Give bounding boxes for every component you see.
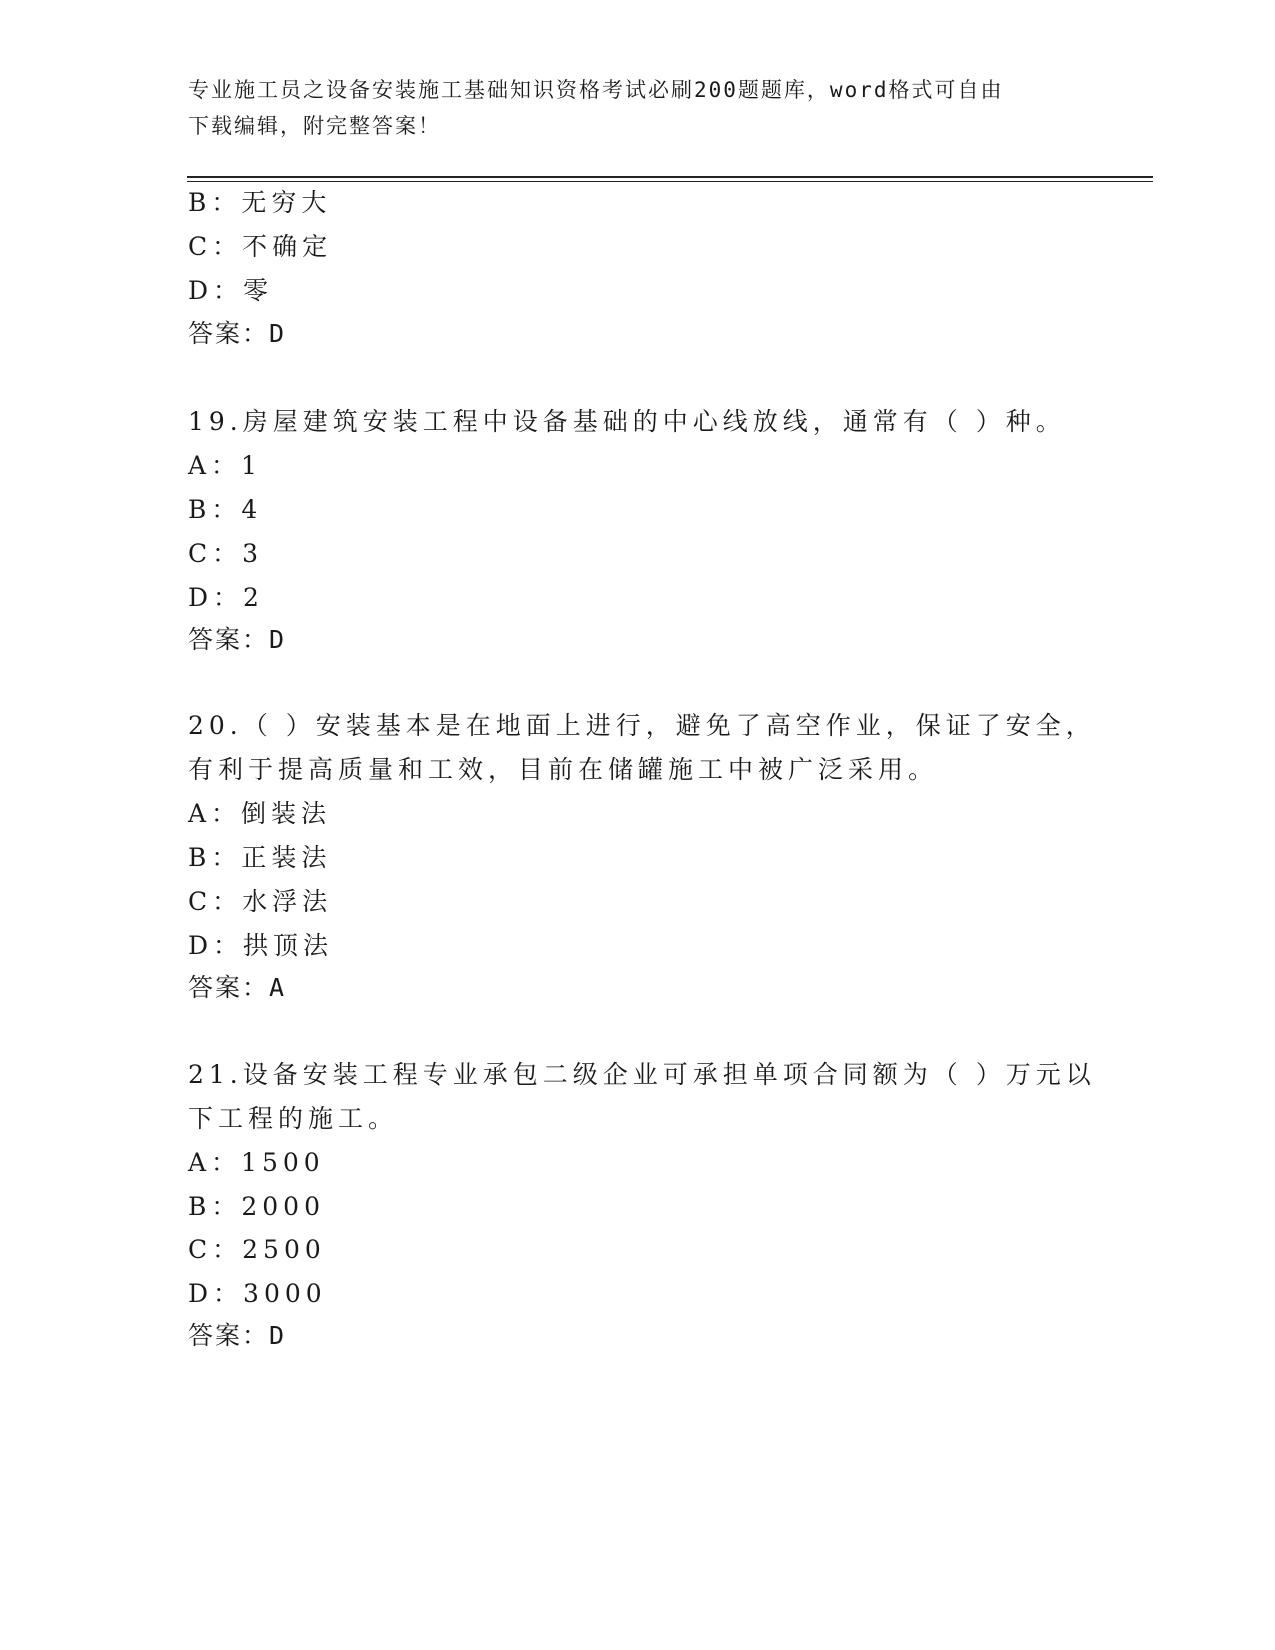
q21-option-b: B：2000: [188, 1192, 325, 1221]
header-title-line-2: 下载编辑，附完整答案！: [188, 114, 441, 138]
q20-stem-line-1: 20.（ ）安装基本是在地面上进行，避免了高空作业，保证了安全，: [188, 711, 1096, 740]
q21-stem-line-1: 21.设备安装工程专业承包二级企业可承担单项合同额为（ ）万元以: [188, 1060, 1096, 1089]
q21-option-a: A：1500: [188, 1148, 325, 1177]
q18-option-b: B：无穷大: [188, 188, 332, 217]
q20-answer: 答案：A: [188, 973, 287, 1002]
q20-option-a: A：倒装法: [188, 799, 332, 828]
q21-answer: 答案：D: [188, 1321, 287, 1350]
q19-option-b: B：4: [188, 495, 263, 524]
q21-option-c: C：2500: [188, 1235, 326, 1264]
q19-answer: 答案：D: [188, 625, 287, 654]
q21-option-d: D：3000: [188, 1279, 327, 1308]
q20-option-b: B：正装法: [188, 843, 332, 872]
document-header: [188, 72, 1088, 144]
q19-stem: 19.房屋建筑安装工程中设备基础的中心线放线，通常有（ ）种。: [188, 407, 1066, 436]
q19-option-d: D：2: [188, 583, 264, 612]
q20-option-c: C：水浮法: [188, 887, 333, 916]
q19-option-a: A：1: [188, 451, 262, 480]
q18-answer: 答案：D: [188, 319, 287, 348]
q19-option-c: C：3: [188, 539, 264, 568]
q21-stem-line-2: 下工程的施工。: [188, 1104, 399, 1133]
q20-stem-line-2: 有利于提高质量和工效，目前在储罐施工中被广泛采用。: [188, 755, 939, 784]
q18-option-d: D：零: [188, 276, 274, 305]
q20-option-d: D：拱顶法: [188, 931, 334, 960]
header-title-line-1: 专业施工员之设备安装施工基础知识资格考试必刷200题题库，word格式可自由: [188, 78, 1004, 102]
header-divider: [187, 176, 1153, 182]
q18-option-c: C：不确定: [188, 232, 333, 261]
